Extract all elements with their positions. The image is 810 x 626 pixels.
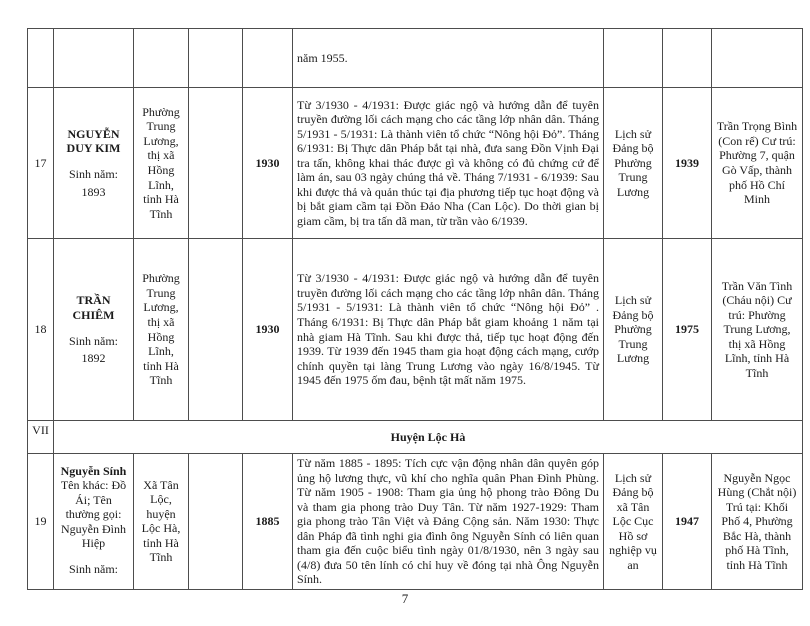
event-year-cell: 1885 bbox=[243, 454, 293, 590]
death-year-cell: 1947 bbox=[663, 454, 712, 590]
contact-cell: Nguyễn Ngọc Hùng (Chắt nội) Trú tại: Khối Phố 4, Phường Bắc Hà, thành phố Hà Tĩnh, tỉnh Hà Tĩnh bbox=[712, 454, 803, 590]
person-name: TRẦN CHIÊM bbox=[72, 293, 115, 322]
address-cell bbox=[134, 29, 189, 88]
table-row-continued bbox=[28, 29, 803, 88]
event-year-cell bbox=[243, 29, 293, 88]
source-cell: Lịch sử Đảng bộ Phường Trung Lương bbox=[604, 88, 663, 239]
address-cell: Phường Trung Lương, thị xã Hồng Lĩnh, tỉnh Hà Tĩnh bbox=[134, 239, 189, 421]
birth-year: 1892 bbox=[81, 351, 106, 366]
empty-cell bbox=[189, 88, 243, 239]
birth-year: 1893 bbox=[81, 184, 106, 199]
description-cell: Từ năm 1885 - 1895: Tích cực vận động nhân dân quyên góp ủng hộ lương thực, vũ khí cho nghĩa quân Phan Đình Phùng. Từ năm 1905 - 1908: Tham gia ủng hộ phong trào Đông Du và tham gia phong trào Duy Tân. Từ năm 1927-1929: Tham gia phong trào Tân Việt và Đảng Cộng sản. Năm 1930: Thực dân Pháp đã tình nghi gia đình ông Nguyễn Sính có liên quan tham gia đến cuộc biểu tình ngày 01/8/1930, nên 3 ngày sau (4/8) đưa 50 tên lính có chỉ huy về đóng tại nhà Ông Nguyễn Sính. bbox=[293, 454, 604, 590]
name-cell bbox=[54, 239, 134, 421]
name-cell bbox=[54, 88, 134, 239]
address-cell: Phường Trung Lương, thị xã Hồng Lĩnh, tỉnh Hà Tĩnh bbox=[134, 88, 189, 239]
address-cell: Xã Tân Lộc, huyện Lộc Hà, tỉnh Hà Tĩnh bbox=[134, 454, 189, 590]
event-year-cell: 1930 bbox=[243, 239, 293, 421]
empty-cell bbox=[189, 454, 243, 590]
source-cell bbox=[604, 29, 663, 88]
death-year-cell bbox=[663, 29, 712, 88]
description-cell: Từ 3/1930 - 4/1931: Được giác ngộ và hướng dẫn để tuyên truyền đường lối cách mạng cho các tầng lớp nhân dân. Tháng 5/1931 - 5/1931: Là thành viên tổ chức “Nông hội Đỏ”. Tháng 6/1931: Bị Thực dân Pháp bắt tại nhà, đưa sang Đồn Vịnh Đại tra tấn, không khai thác được gì và không có đủ chứng cứ để làm án, sau 03 ngày chúng thả về. Tháng 7/1931 - 6/1939: Sau khi được thả và quản thúc tại địa phương tiếp tục hoạt động và bị bắt giam cầm tại Đồn Đảo Nha (Can Lộc). Do thời gian bị giam cầm, bị tra tấn dã man, từ trần vào 6/1939. bbox=[293, 88, 604, 239]
name-cell bbox=[54, 454, 134, 590]
person-name: NGUYỄN DUY KIM bbox=[66, 126, 121, 156]
death-year-cell: 1975 bbox=[663, 239, 712, 421]
source-cell: Lịch sử Đảng bộ xã Tân Lộc Cục Hồ sơ nghiệp vụ an bbox=[604, 454, 663, 590]
martyrs-record-table bbox=[27, 28, 803, 590]
description-cell: năm 1955. bbox=[293, 29, 604, 88]
birth-label: Sinh năm: bbox=[68, 333, 118, 348]
row-number-cell: 18 bbox=[28, 239, 54, 421]
description-cell: Từ 3/1930 - 4/1931: Được giác ngộ và hướng dẫn để tuyên truyền đường lối cách mạng cho các tầng lớp nhân dân. Tháng 5/1931 - 5/1931: Là thành viên tổ chức “Nông hội Đỏ” . Tháng 6/1931: Bị Thực dân Pháp bắt giam khoảng 1 năm tại nhà giam Hà Tĩnh. Sau khi được thả, tiếp tục hoạt động đến 1939. Từ 1939 đến 1945 tham gia hoạt động cách mạng, cướp chính quyền tại làng Trung Lương vào ngày 16/8/1945. Từ 1945 đến 1975 ốm đau, bệnh tật mất năm 1975. bbox=[293, 239, 604, 421]
table-row-19 bbox=[28, 454, 803, 590]
contact-cell bbox=[712, 29, 803, 88]
person-alias: Tên khác: Đồ Ái; Tên thường gọi: Nguyễn Đình Hiệp bbox=[60, 478, 127, 551]
name-cell bbox=[54, 29, 134, 88]
page-number: 7 bbox=[401, 591, 409, 606]
contact-cell: Trần Văn Tình (Cháu nội) Cư trú: Phường Trung Lương, thị xã Hồng Lĩnh, tỉnh Hà Tĩnh bbox=[712, 239, 803, 421]
empty-cell bbox=[189, 239, 243, 421]
section-title: Huyện Lộc Hà bbox=[54, 421, 803, 454]
section-row bbox=[28, 421, 803, 454]
source-cell: Lịch sử Đảng bộ Phường Trung Lương bbox=[604, 239, 663, 421]
contact-cell: Trần Trọng Bình (Con rể) Cư trú: Phường 7, quận Gò Vấp, thành phố Hồ Chí Minh bbox=[712, 88, 803, 239]
death-year-cell: 1939 bbox=[663, 88, 712, 239]
row-number-cell: 17 bbox=[28, 88, 54, 239]
birth-label: Sinh năm: bbox=[68, 167, 118, 181]
table-row-17 bbox=[28, 88, 803, 239]
row-number-cell bbox=[28, 29, 54, 88]
row-number-cell: 19 bbox=[28, 454, 54, 590]
empty-cell bbox=[189, 29, 243, 88]
table-row-18 bbox=[28, 239, 803, 421]
section-number-cell: VII bbox=[28, 421, 54, 454]
birth-label: Sinh năm: bbox=[68, 561, 118, 576]
event-year-cell: 1930 bbox=[243, 88, 293, 239]
person-name: Nguyễn Sính bbox=[60, 463, 127, 478]
